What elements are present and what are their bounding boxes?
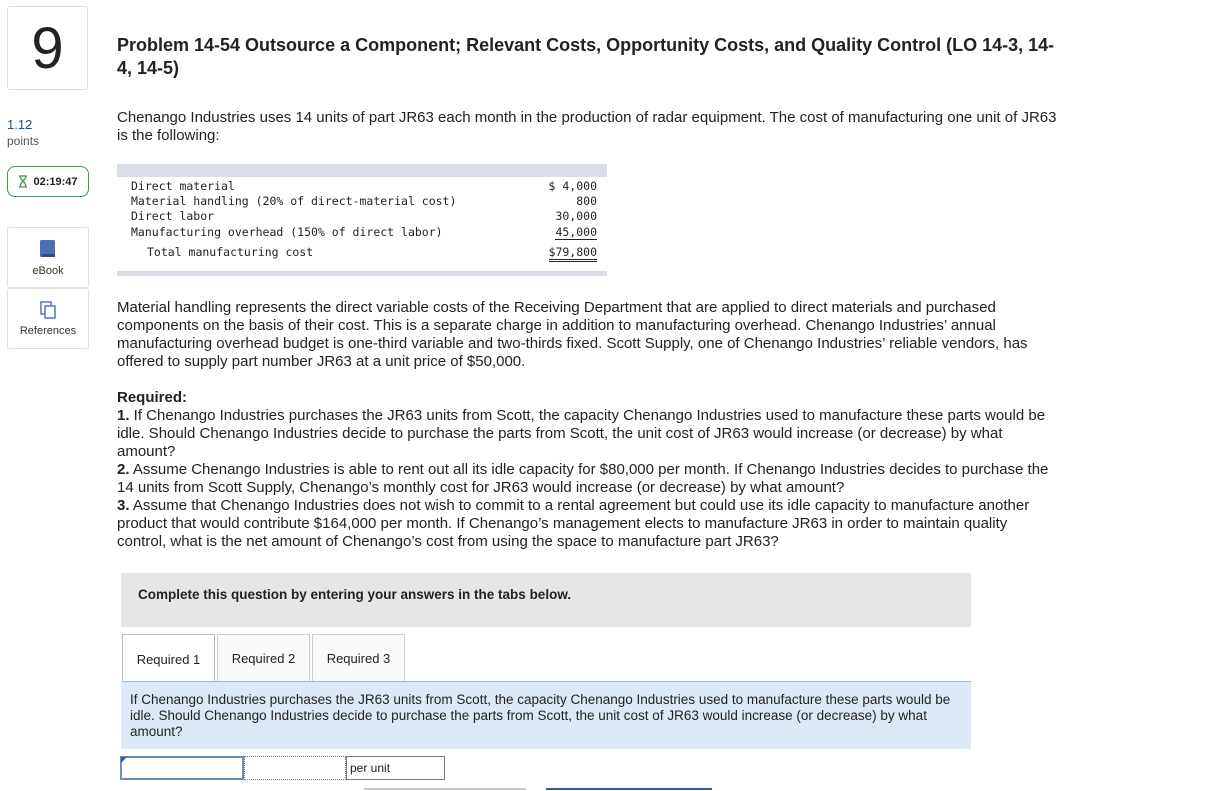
ebook-label: eBook [32, 264, 64, 277]
tab-required-1[interactable]: Required 1 [122, 634, 215, 683]
required-section [117, 389, 1057, 551]
row-amount: 45,000 [555, 225, 597, 239]
book-icon [39, 239, 57, 259]
row-amount: 30,000 [555, 209, 597, 223]
per-unit-label: per unit [346, 756, 445, 780]
row-amount: 800 [576, 194, 597, 208]
references-label: References [19, 324, 77, 337]
tab-required-3[interactable]: Required 3 [312, 634, 405, 682]
row-label: Direct material [131, 179, 235, 193]
required-item [117, 497, 1057, 551]
references-button[interactable] [7, 288, 89, 349]
row-amount: $79,800 [549, 245, 597, 262]
hourglass-icon [18, 175, 28, 188]
intro-text: Chenango Industries uses 14 units of part JR63 each month in the production of radar equipment. The cost of manufacturing one unit of JR63 is the following: [117, 109, 1057, 144]
timer[interactable] [7, 166, 89, 197]
required-item [117, 461, 1057, 497]
required-number: 1. [117, 407, 130, 424]
required-text: Assume Chenango Industries is able to rent out all its idle capacity for $80,000 per month. If Chenango Industries decides to purchase the 14 units from Scott Supply, Chenango’s monthly cost for JR63 would increase (or decrease) by what amount? [117, 461, 1049, 496]
required-text: If Chenango Industries purchases the JR63 units from Scott, the capacity Chenango Industries used to manufacture these parts would be idle. Should Chenango Industries decide to purchase the parts from Scott, the unit cost of JR63 would increase (or decrease) by what amount? [117, 407, 1046, 460]
required-text: Assume that Chenango Industries does not wish to commit to a rental agreement but could use its idle capacity to manufacture another product that would contribute $164,000 per month. If Chenango’s management elects to manufacture JR63 in order to maintain quality control, what is the net amount of Chenango’s cost from using the space to manufacture part JR63? [117, 497, 1030, 550]
description-paragraph: Material handling represents the direct variable costs of the Receiving Department that are applied to direct materials and purchased components on the basis of their cost. This is a separate charge in addition to manufacturing overhead. Chenango Industries’ annual manufacturing overhead budget is one-third variable and two-thirds fixed. Scott Supply, one of Chenango Industries’ reliable vendors, has offered to supply part number JR63 at a unit price of $50,000. [117, 299, 1028, 370]
points-label: points [7, 134, 40, 148]
input-marker [121, 757, 127, 763]
required-number: 3. [117, 497, 130, 514]
prev-button-edge[interactable] [364, 788, 526, 790]
row-amount: $ 4,000 [548, 179, 597, 193]
answer-direction-cell[interactable] [244, 756, 346, 780]
required-item [117, 407, 1057, 461]
row-label: Material handling (20% of direct-material cost) [131, 194, 457, 208]
problem-title: Problem 14-54 Outsource a Component; Relevant Costs, Opportunity Costs, and Quality Control (LO 14-3, 14-4, 14-5) [117, 35, 1055, 78]
answer-input[interactable] [120, 756, 244, 780]
row-label: Manufacturing overhead (150% of direct labor) [131, 225, 443, 239]
required-heading: Required: [117, 389, 188, 406]
tab-instruction: If Chenango Industries purchases the JR63 units from Scott, the capacity Chenango Industries used to manufacture these parts would be idle. Should Chenango Industries decide to purchase the parts from Scott, the unit cost of JR63 would increase (or decrease) by what amount? [121, 682, 971, 749]
tab-required-2[interactable]: Required 2 [217, 634, 310, 682]
ebook-button[interactable] [7, 227, 89, 288]
table-bottom-bar [117, 271, 607, 276]
table-top-bar [117, 164, 607, 177]
next-button-edge[interactable] [546, 788, 712, 790]
row-label: Direct labor [131, 209, 215, 223]
points-value: 1.12 [7, 117, 33, 132]
cost-table [117, 164, 607, 276]
row-label: Total manufacturing cost [147, 245, 314, 259]
timer-text: 02:19:47 [33, 175, 78, 188]
question-number: 9 [7, 6, 88, 90]
required-number: 2. [117, 461, 130, 478]
complete-prompt: Complete this question by entering your answers in the tabs below. [121, 573, 971, 627]
copy-icon [40, 301, 56, 319]
